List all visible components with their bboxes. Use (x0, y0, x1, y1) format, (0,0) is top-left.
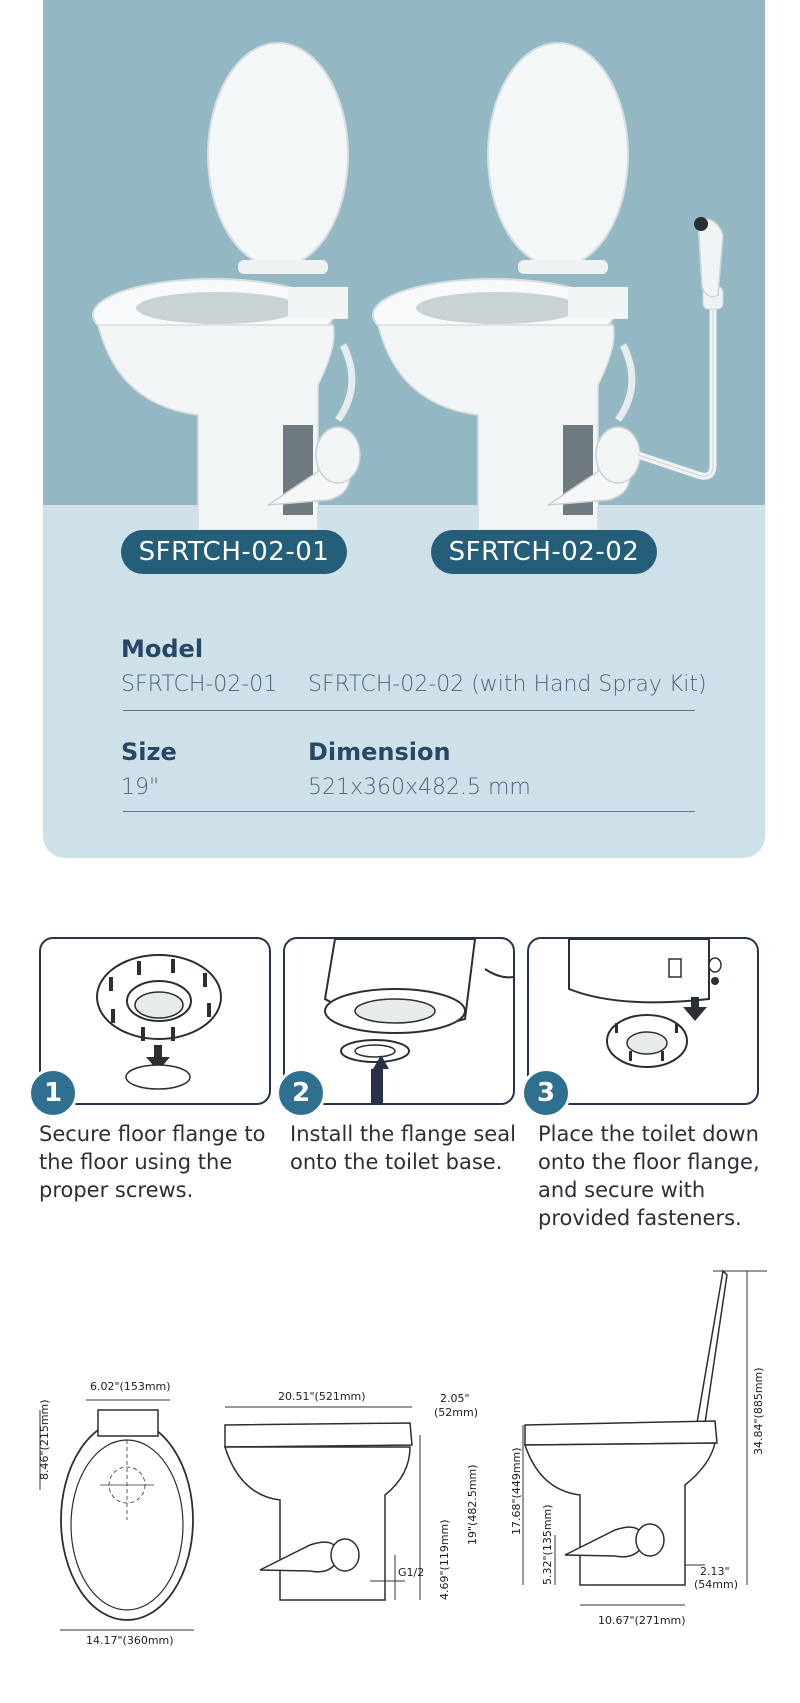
spec-divider-1 (123, 710, 695, 711)
rear-offset-b-label: (54mm) (694, 1578, 739, 1591)
dimension-label: Dimension (308, 738, 451, 766)
model-label: Model (121, 635, 204, 663)
step-1-text: Secure floor flange to the floor using the proper screws. (39, 1122, 266, 1202)
toilet-image-2 (368, 25, 738, 530)
step-3-badge: 3 (521, 1068, 571, 1118)
rear-seat-height-label: 17.68"(449mm) (510, 1447, 523, 1535)
step-3-text: Place the toilet down onto the floor flange, and secure with provided fasteners. (538, 1122, 760, 1230)
dimension-value: 521x360x482.5 mm (308, 775, 531, 800)
top-width-small-label: 6.02"(153mm) (90, 1380, 171, 1393)
top-depth-label: 8.46"(215mm) (38, 1399, 51, 1480)
size-label: Size (121, 738, 177, 766)
side-length-label: 20.51"(521mm) (278, 1390, 366, 1403)
side-offset-b-label: (52mm) (434, 1406, 479, 1419)
rear-base-label: 10.67"(271mm) (598, 1614, 686, 1627)
side-low-label: 4.69"(119mm) (438, 1519, 451, 1600)
side-height-label: 19"(482.5mm) (466, 1464, 479, 1545)
side-inlet-label: G1/2 (398, 1566, 425, 1579)
step-2-badge: 2 (276, 1068, 326, 1118)
rear-total-label: 34.84"(885mm) (752, 1367, 765, 1455)
model-badge-2: SFRTCH-02-02 (431, 530, 657, 574)
top-width-label: 14.17"(360mm) (86, 1634, 174, 1647)
model-badge-1: SFRTCH-02-01 (121, 530, 347, 574)
model-value-1: SFRTCH-02-01 (121, 672, 278, 697)
toilet-image-1 (88, 25, 378, 530)
spec-divider-2 (123, 811, 695, 812)
product-card (43, 0, 765, 858)
top-view-drawing (30, 1380, 220, 1640)
rear-low-label: 5.32"(135mm) (541, 1504, 554, 1585)
side-offset-a-label: 2.05" (440, 1392, 470, 1405)
floor-flange-icon (41, 939, 269, 1103)
model-value-2: SFRTCH-02-02 (with Hand Spray Kit) (308, 672, 707, 697)
size-value: 19" (121, 775, 160, 800)
step-1-badge: 1 (28, 1068, 78, 1118)
step-2-text: Install the flange seal onto the toilet base. (290, 1122, 516, 1174)
rear-offset-a-label: 2.13" (700, 1565, 730, 1578)
